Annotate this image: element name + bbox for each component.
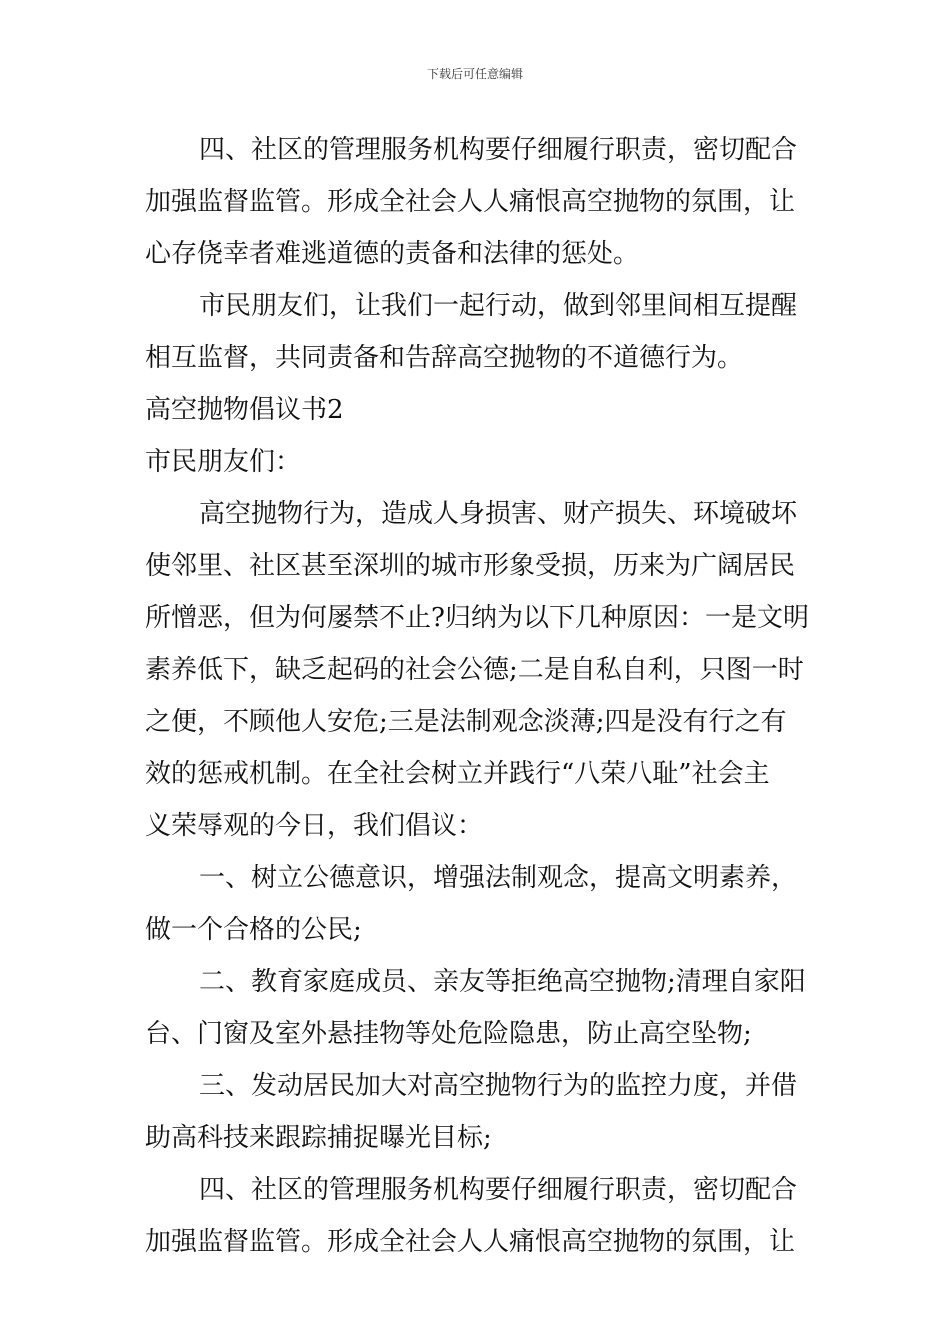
document-body	[145, 124, 809, 1268]
text-line: 素养低下，缺乏起码的社会公德;二是自私自利，只图一时	[145, 655, 804, 685]
text-line: 之便，不顾他人安危;三是法制观念淡薄;四是没有行之有	[145, 707, 787, 737]
text-line: 二、教育家庭成员、亲友等拒绝高空抛物;清理自家阳	[199, 967, 806, 997]
text-line: 加强监督监管。形成全社会人人痛恨高空抛物的氛围，让	[145, 187, 796, 217]
text-line: 台、门窗及室外悬挂物等处危险隐患，防止高空坠物;	[145, 1019, 752, 1049]
text-line: 一、树立公德意识，增强法制观念，提高文明素养，	[199, 863, 798, 893]
text-line: 使邻里、社区甚至深圳的城市形象受损，历来为广阔居民	[145, 551, 796, 581]
section-title: 高空抛物倡议书2	[145, 395, 344, 425]
text-line: 效的惩戒机制。在全社会树立并践行“八荣八耻”社会主	[145, 759, 770, 789]
text-line: 四、社区的管理服务机构要仔细履行职责，密切配合	[199, 1175, 798, 1205]
text-line: 加强监督监管。形成全社会人人痛恨高空抛物的氛围，让	[145, 1227, 796, 1257]
text-line: 高空抛物行为，造成人身损害、财产损失、环境破坏	[199, 499, 798, 529]
text-line: 助高科技来跟踪捕捉曝光目标;	[145, 1123, 492, 1153]
text-line: 四、社区的管理服务机构要仔细履行职责，密切配合	[199, 135, 798, 165]
text-line: 义荣辱观的今日，我们倡议：	[145, 811, 484, 841]
text-line: 心存侥幸者难逃道德的责备和法律的惩处。	[145, 239, 640, 269]
text-line: 做一个合格的公民;	[145, 915, 362, 945]
text-line: 三、发动居民加大对高空抛物行为的监控力度，并借	[199, 1071, 798, 1101]
salutation: 市民朋友们：	[145, 447, 302, 477]
text-line: 市民朋友们，让我们一起行动，做到邻里间相互提醒	[199, 291, 798, 321]
text-line: 相互监督，共同责备和告辞高空抛物的不道德行为。	[145, 343, 744, 373]
page-header-note: 下载后可任意编辑	[426, 67, 523, 81]
text-line: 所憎恶，但为何屡禁不止?归纳为以下几种原因：一是文明	[145, 603, 809, 633]
